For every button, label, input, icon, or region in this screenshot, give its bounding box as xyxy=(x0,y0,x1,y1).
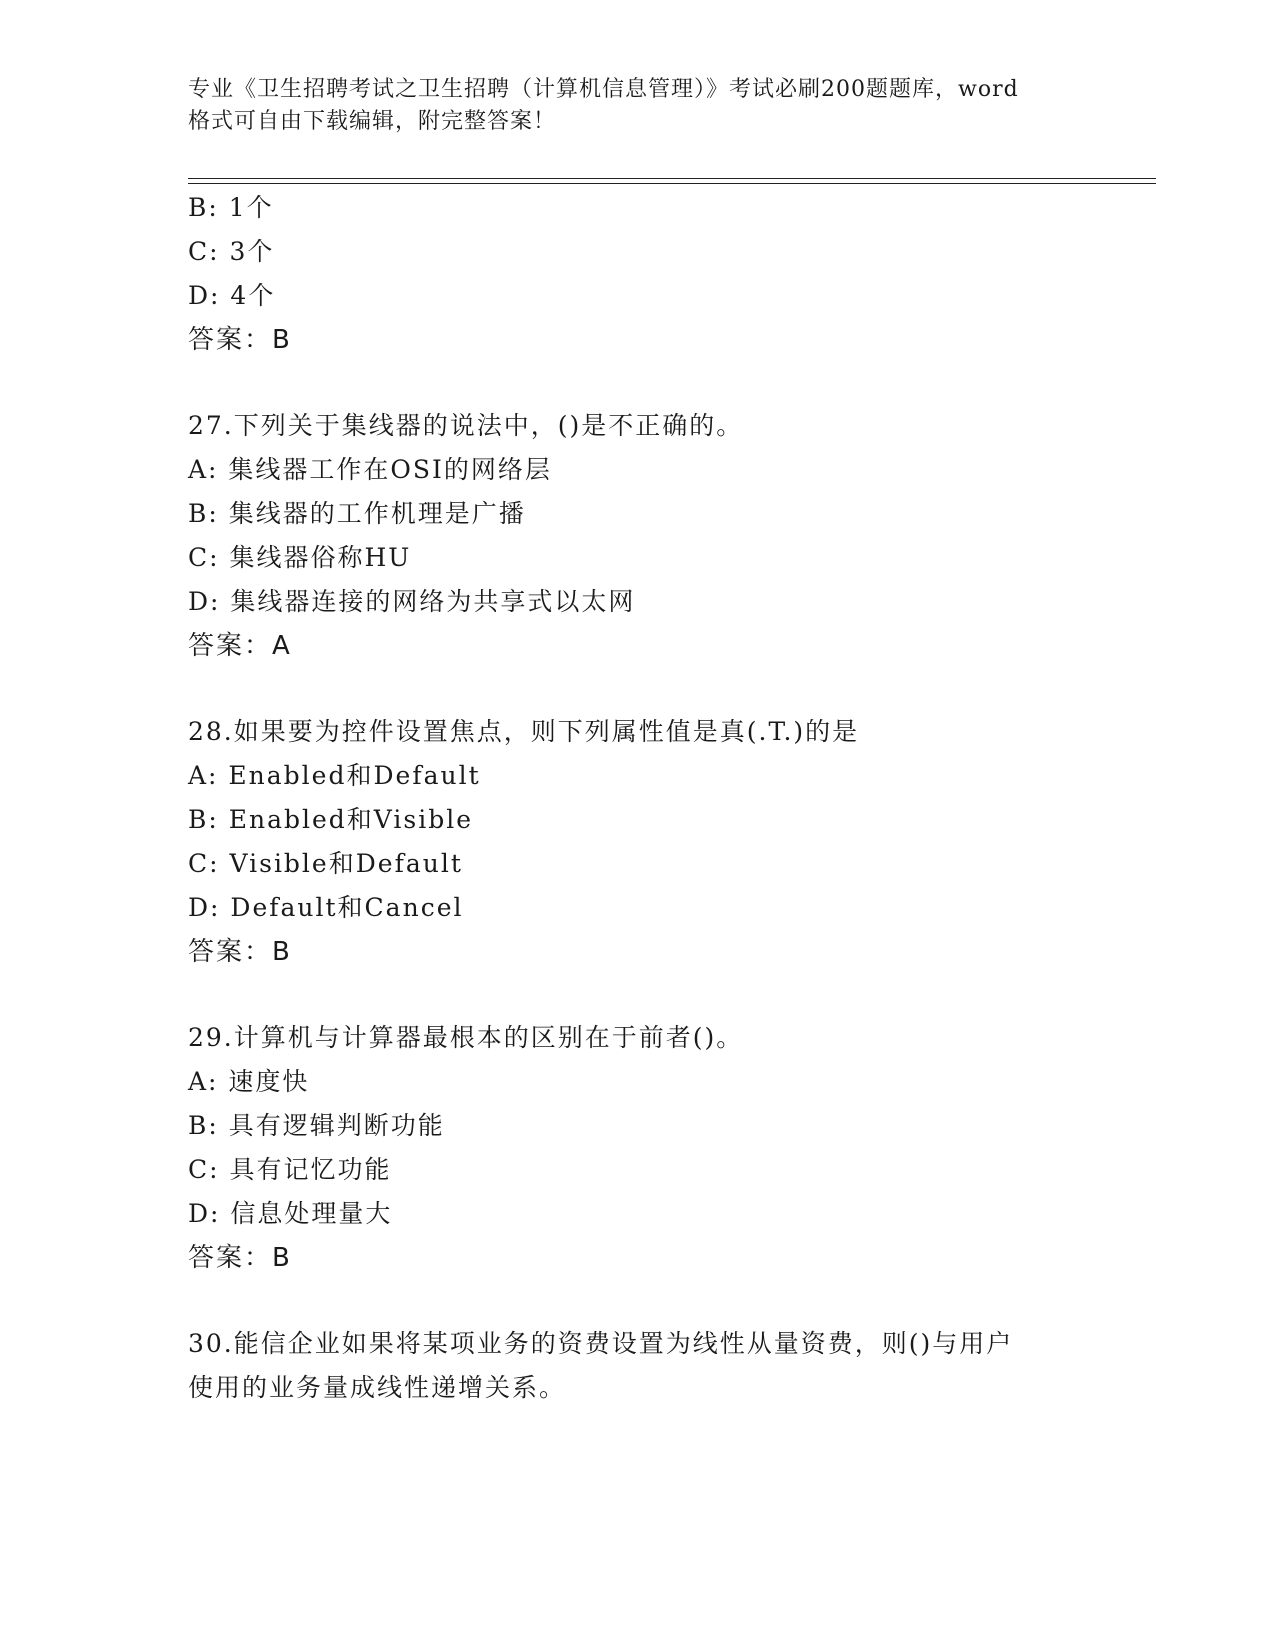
q29-option-d: D: 信息处理量大 xyxy=(188,1199,393,1228)
q29-question: 29.计算机与计算器最根本的区别在于前者()。 xyxy=(188,1023,744,1052)
q28-question: 28.如果要为控件设置焦点，则下列属性值是真(.T.)的是 xyxy=(188,717,860,746)
header-line-2: 格式可自由下载编辑，附完整答案！ xyxy=(188,109,557,134)
q27-answer: 答案：A xyxy=(188,631,292,661)
q26-option-b: B: 1个 xyxy=(188,193,274,222)
q28-option-b: B: Enabled和Visible xyxy=(188,805,474,834)
q28-option-d: D: Default和Cancel xyxy=(188,893,464,922)
header-divider-top xyxy=(188,178,1156,179)
q30-question-line-2: 使用的业务量成线性递增关系。 xyxy=(188,1373,567,1402)
q26-option-d: D: 4个 xyxy=(188,281,276,310)
q27-option-d: D: 集线器连接的网络为共享式以太网 xyxy=(188,587,636,616)
q27-option-a: A: 集线器工作在OSI的网络层 xyxy=(188,455,552,484)
document-header xyxy=(188,74,1088,138)
q29-answer: 答案：B xyxy=(188,1243,292,1273)
header-divider-bottom xyxy=(188,183,1156,184)
q27-option-b: B: 集线器的工作机理是广播 xyxy=(188,499,526,528)
q26-option-c: C: 3个 xyxy=(188,237,275,266)
q29-option-b: B: 具有逻辑判断功能 xyxy=(188,1111,445,1140)
q28-option-a: A: Enabled和Default xyxy=(188,761,481,790)
q29-option-a: A: 速度快 xyxy=(188,1067,310,1096)
q27-option-c: C: 集线器俗称HU xyxy=(188,543,412,572)
q26-answer: 答案：B xyxy=(188,325,292,355)
q28-answer: 答案：B xyxy=(188,937,292,967)
q27-question: 27.下列关于集线器的说法中，()是不正确的。 xyxy=(188,411,744,440)
q28-option-c: C: Visible和Default xyxy=(188,849,463,878)
q30-question-line-1: 30.能信企业如果将某项业务的资费设置为线性从量资费，则()与用户 xyxy=(188,1329,1014,1358)
header-line-1: 专业《卫生招聘考试之卫生招聘（计算机信息管理）》考试必刷200题题库，word xyxy=(188,77,1019,102)
q29-option-c: C: 具有记忆功能 xyxy=(188,1155,392,1184)
